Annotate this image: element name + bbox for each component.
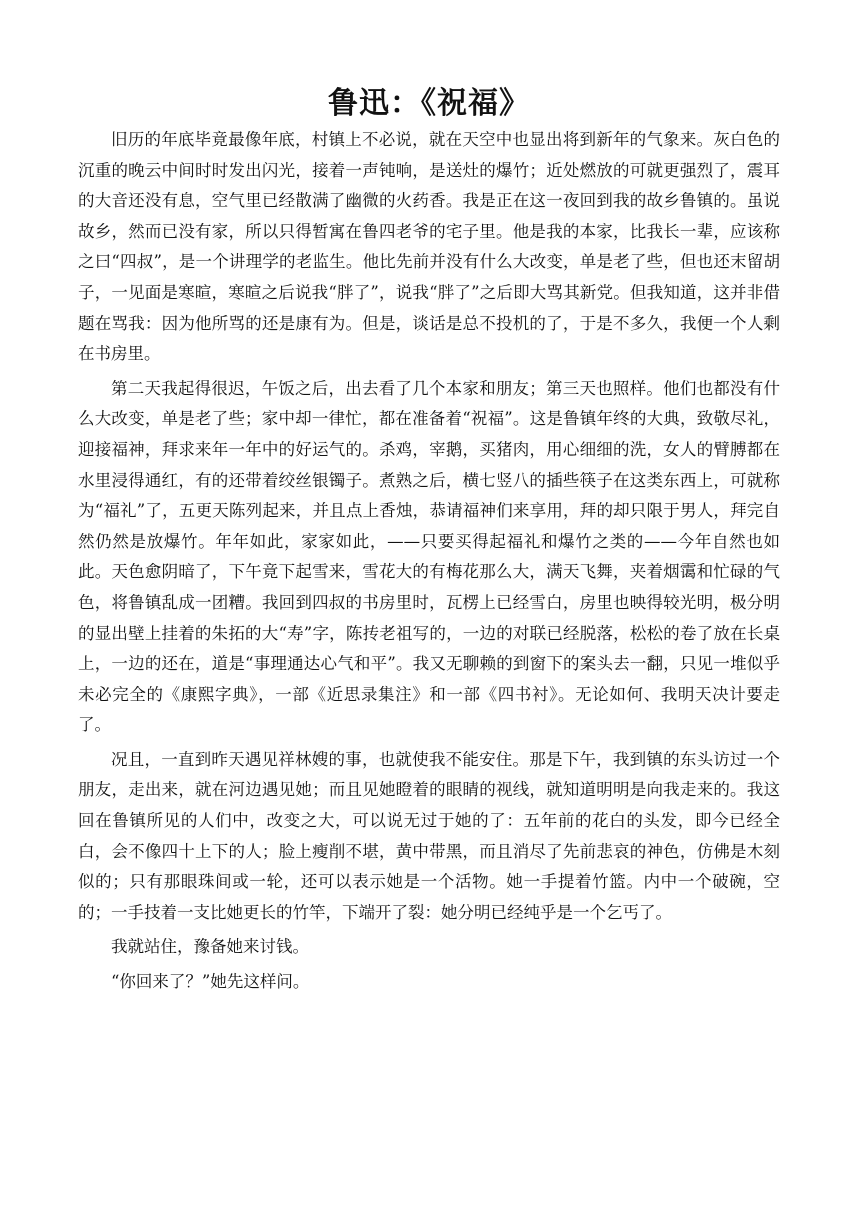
paragraph-2: 第二天我起得很迟，午饭之后，出去看了几个本家和朋友；第三天也照样。他们也都没有什么大改变，单是老了些；家中却一律忙，都在准备着“祝福”。这是鲁镇年终的大典，致敬尽礼，迎接福神，拜求来年一年中的好运气的。杀鸡，宰鹅，买猪肉，用心细细的洗，女人的臂膊都在水里浸得通红，有的还带着绞丝银镯子。煮熟之后，横七竖八的插些筷子在这类东西上，可就称为“福礼”了，五更天陈列起来，并且点上香烛，恭请福神们来享用，拜的却只限于男人，拜完自然仍然是放爆竹。年年如此，家家如此，——只要买得起福礼和爆竹之类的——今年自然也如此。天色愈阴暗了，下午竟下起雪来，雪花大的有梅花那么大，满天飞舞，夹着烟霭和忙碌的气色，将鲁镇乱成一团糟。我回到四叔的书房里时，瓦楞上已经雪白，房里也映得较光明，极分明的显出壁上挂着的朱拓的大“寿”字，陈抟老祖写的，一边的对联已经脱落，松松的卷了放在长桌上，一边的还在，道是“事理通达心气和平”。我又无聊赖的到窗下的案头去一翻，只见一堆似乎未必完全的《康熙字典》，一部《近思录集注》和一部《四书衬》。无论如何、我明天决计要走了。 bbox=[78, 378, 780, 735]
document-title: 鲁迅：《祝福》 bbox=[328, 86, 530, 121]
paragraph-1: 旧历的年底毕竟最像年底，村镇上不必说，就在天空中也显出将到新年的气象来。灰白色的沉重的晚云中间时时发出闪光，接着一声钝响，是送灶的爆竹；近处燃放的可就更强烈了，震耳的大音还没有息，空气里已经散满了幽微的火药香。我是正在这一夜回到我的故乡鲁镇的。虽说故乡，然而已没有家，所以只得暂寓在鲁四老爷的宅子里。他是我的本家，比我长一辈，应该称之曰“四叔”，是一个讲理学的老监生。他比先前并没有什么大改变，单是老了些，但也还末留胡子，一见面是寒暄，寒暄之后说我“胖了”，说我“胖了”之后即大骂其新党。但我知道，这并非借题在骂我：因为他所骂的还是康有为。但是，谈话是总不投机的了，于是不多久，我便一个人剩在书房里。 bbox=[78, 130, 780, 364]
paragraph-5: “你回来了？”她先这样问。 bbox=[111, 972, 310, 992]
paragraph-4: 我就站住，豫备她来讨钱。 bbox=[111, 937, 309, 957]
document-page bbox=[78, 84, 780, 998]
paragraph-3: 况且，一直到昨天遇见祥林嫂的事，也就使我不能安住。那是下午，我到镇的东头访过一个朋友，走出来，就在河边遇见她；而且见她瞪着的眼睛的视线，就知道明明是向我走来的。我这回在鲁镇所见的人们中，改变之大，可以说无过于她的了：五年前的花白的头发，即今已经全白，会不像四十上下的人；脸上瘦削不堪，黄中带黑，而且消尽了先前悲哀的神色，仿佛是木刻似的；只有那眼珠间或一轮，还可以表示她是一个活物。她一手提着竹篮。内中一个破碗，空的；一手技着一支比她更长的竹竿，下端开了裂：她分明已经纯乎是一个乞丐了。 bbox=[78, 749, 780, 922]
